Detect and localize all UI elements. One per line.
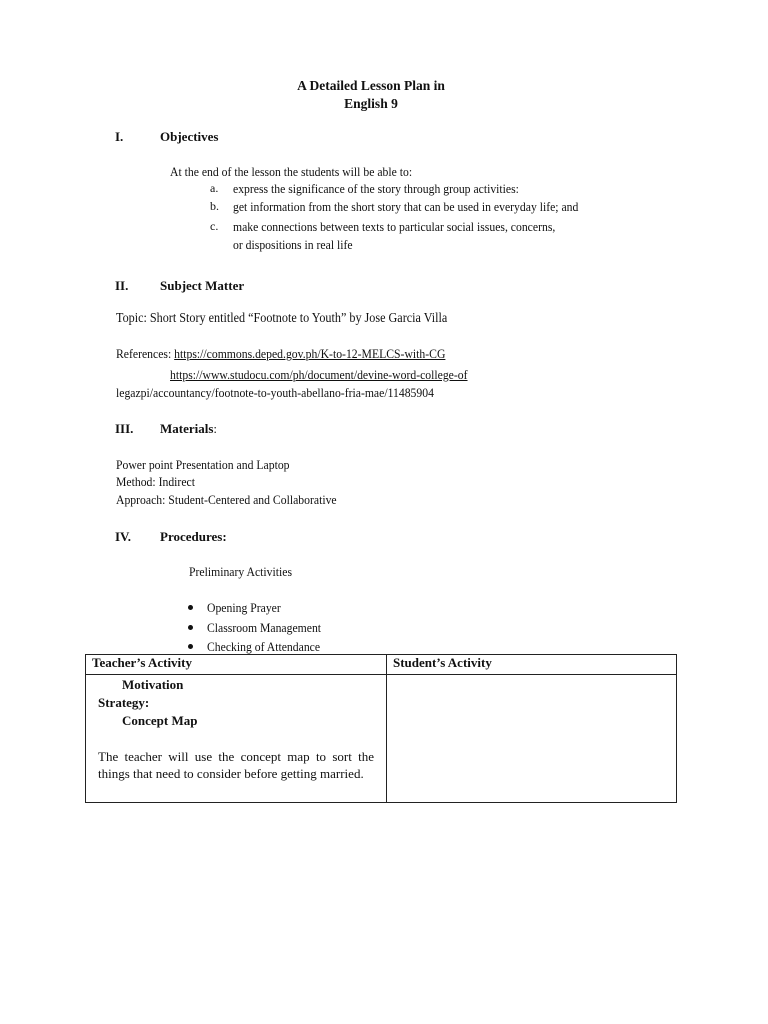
objective-item-b: get information from the short story that can be used in everyday life; and <box>233 199 579 214</box>
bullet-icon <box>188 644 193 649</box>
column-header-teacher: Teacher’s Activity <box>86 655 387 675</box>
section-numeral-subject-matter: II. <box>115 278 129 293</box>
reference-link-deped[interactable]: https://commons.deped.gov.ph/K-to-12-MELCS-with-CG <box>174 346 446 361</box>
strategy-name: Concept Map <box>122 713 198 728</box>
document-title-line-1: A Detailed Lesson Plan in <box>297 78 445 93</box>
reference-link-studocu-continuation[interactable]: legazpi/accountancy/footnote-to-youth-abellano-fria-mae/11485904 <box>116 385 434 400</box>
materials-method-line: Method: Indirect <box>116 474 195 489</box>
section-numeral-objectives: I. <box>115 129 124 144</box>
section-heading-subject-matter: Subject Matter <box>160 278 245 293</box>
strategy-label: Strategy: <box>98 695 150 710</box>
document-title-line-2: English 9 <box>344 96 398 111</box>
objectives-intro: At the end of the lesson the students will be able to: <box>170 164 413 179</box>
preliminary-activities-heading: Preliminary Activities <box>189 564 293 579</box>
section-heading-objectives: Objectives <box>160 129 219 144</box>
student-activity-cell <box>387 675 677 803</box>
motivation-heading: Motivation <box>122 677 184 692</box>
teacher-activity-cell <box>86 675 387 803</box>
teacher-activity-description: The teacher will use the concept map to sort the things that need to consider before getting married. <box>98 749 374 781</box>
section-numeral-materials: III. <box>115 421 134 436</box>
objective-marker-b: b. <box>210 199 219 213</box>
objective-item-c-continuation: or dispositions in real life <box>233 237 353 252</box>
materials-line-1: Power point Presentation and Laptop <box>116 457 290 472</box>
objective-item-c: make connections between texts to particular social issues, concerns, <box>233 219 556 234</box>
references-label: References: <box>116 346 175 361</box>
objective-marker-a: a. <box>210 181 219 195</box>
topic-line: Topic: Short Story entitled “Footnote to Youth” by Jose Garcia Villa <box>116 310 448 325</box>
objective-item-a: express the significance of the story through group activities: <box>233 181 519 196</box>
materials-approach-line: Approach: Student-Centered and Collaborative <box>116 492 337 507</box>
section-heading-materials: Materials: <box>160 421 218 436</box>
table-row <box>86 675 677 803</box>
reference-link-studocu[interactable]: https://www.studocu.com/ph/document/devine-word-college-of <box>170 367 468 382</box>
column-header-student: Student’s Activity <box>387 655 677 675</box>
bullet-item-classroom-management: Classroom Management <box>207 620 322 635</box>
table-header-row <box>86 655 677 675</box>
activity-table <box>85 654 677 803</box>
bullet-item-checking-attendance: Checking of Attendance <box>207 639 321 654</box>
section-numeral-procedures: IV. <box>115 529 132 544</box>
bullet-icon <box>188 605 193 610</box>
section-heading-procedures: Procedures: <box>160 529 227 544</box>
references-line <box>116 346 445 362</box>
bullet-icon <box>188 625 193 630</box>
bullet-item-opening-prayer: Opening Prayer <box>207 600 281 615</box>
objective-marker-c: c. <box>210 219 219 233</box>
